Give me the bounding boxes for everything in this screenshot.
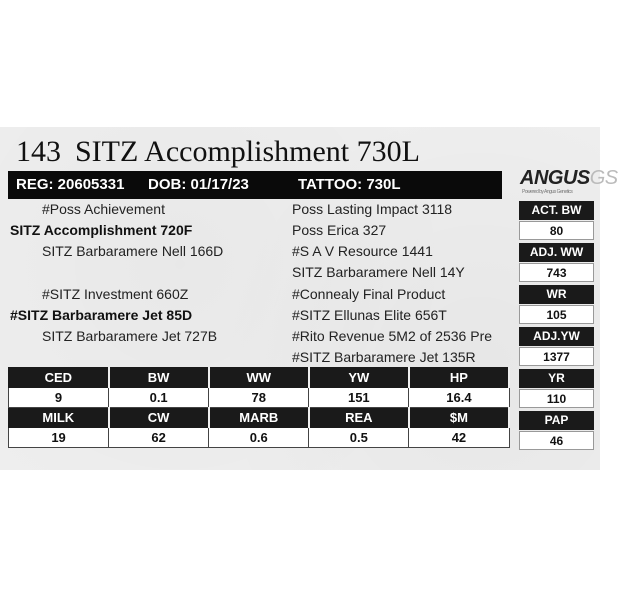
act-bw-value: 80 — [519, 221, 594, 240]
registration-bar — [8, 171, 502, 199]
act-bw-label: ACT. BW — [519, 201, 594, 220]
epd-header-ced: CED — [9, 368, 109, 388]
epd-header-milk: MILK — [9, 408, 109, 428]
epd-table — [8, 367, 510, 448]
adj-ww-label: ADJ. WW — [519, 243, 594, 262]
epd-value-dollar-m: 42 — [409, 428, 509, 448]
epd-header-row — [9, 408, 510, 428]
angus-gs-logo — [520, 167, 618, 197]
tattoo: TATTOO: 730L — [298, 176, 401, 193]
epd-header-yw: YW — [309, 368, 409, 388]
pedigree-gg-4: SITZ Barbaramere Nell 14Y — [292, 264, 465, 280]
pedigree-gg-1: Poss Lasting Impact 3118 — [292, 201, 453, 217]
epd-value-milk: 19 — [9, 428, 109, 448]
epd-value-yw: 151 — [309, 388, 409, 408]
pedigree-dam-sire: #SITZ Investment 660Z — [42, 286, 189, 302]
epd-value-rea: 0.5 — [309, 428, 409, 448]
pedigree-sire-dam: SITZ Barbaramere Nell 166D — [42, 243, 224, 259]
epd-header-hp: HP — [409, 368, 509, 388]
epd-value-hp: 16.4 — [409, 388, 509, 408]
pedigree-gg-5: #Connealy Final Product — [292, 286, 446, 302]
epd-header-dollar-m: $M — [409, 408, 509, 428]
adj-yw-label: ADJ.YW — [519, 327, 594, 346]
epd-header-bw: BW — [109, 368, 209, 388]
pedigree-dam-dam: SITZ Barbaramere Jet 727B — [42, 328, 218, 344]
animal-name: SITZ Accomplishment 730L — [75, 135, 420, 168]
epd-value-ww: 78 — [209, 388, 309, 408]
wr-value: 105 — [519, 305, 594, 324]
epd-value-bw: 0.1 — [109, 388, 209, 408]
epd-value-row — [9, 428, 510, 448]
pedigree-gg-7: #Rito Revenue 5M2 of 2536 Pre — [292, 328, 493, 344]
pedigree-gg-2: Poss Erica 327 — [292, 222, 387, 238]
epd-value-cw: 62 — [109, 428, 209, 448]
pedigree-sire-sire: #Poss Achievement — [42, 201, 165, 217]
wr-label: WR — [519, 285, 594, 304]
adj-ww-value: 743 — [519, 263, 594, 282]
pedigree-sire: SITZ Accomplishment 720F — [10, 222, 193, 238]
date-of-birth: DOB: 01/17/23 — [148, 176, 249, 193]
yr-value: 110 — [519, 389, 594, 408]
epd-header-row — [9, 368, 510, 388]
pap-value: 46 — [519, 431, 594, 450]
epd-header-rea: REA — [309, 408, 409, 428]
adj-yw-value: 1377 — [519, 347, 594, 366]
epd-value-row — [9, 388, 510, 408]
pap-label: PAP — [519, 411, 594, 430]
epd-header-cw: CW — [109, 408, 209, 428]
logo-tagline: Powered by Angus Genetics — [522, 189, 573, 195]
logo-brand: ANGUS — [520, 167, 590, 189]
lot-title — [16, 134, 496, 170]
epd-header-marb: MARB — [209, 408, 309, 428]
epd-value-ced: 9 — [9, 388, 109, 408]
pedigree-gg-8: #SITZ Barbaramere Jet 135R — [292, 349, 476, 365]
pedigree-gg-6: #SITZ Ellunas Elite 656T — [292, 307, 447, 323]
lot-number: 143 — [16, 135, 61, 168]
pedigree-gg-3: #S A V Resource 1441 — [292, 243, 433, 259]
epd-value-marb: 0.6 — [209, 428, 309, 448]
registration-number: REG: 20605331 — [16, 176, 125, 193]
epd-header-ww: WW — [209, 368, 309, 388]
yr-label: YR — [519, 369, 594, 388]
pedigree-dam: #SITZ Barbaramere Jet 85D — [10, 307, 193, 323]
logo-suffix: GS — [589, 167, 618, 189]
